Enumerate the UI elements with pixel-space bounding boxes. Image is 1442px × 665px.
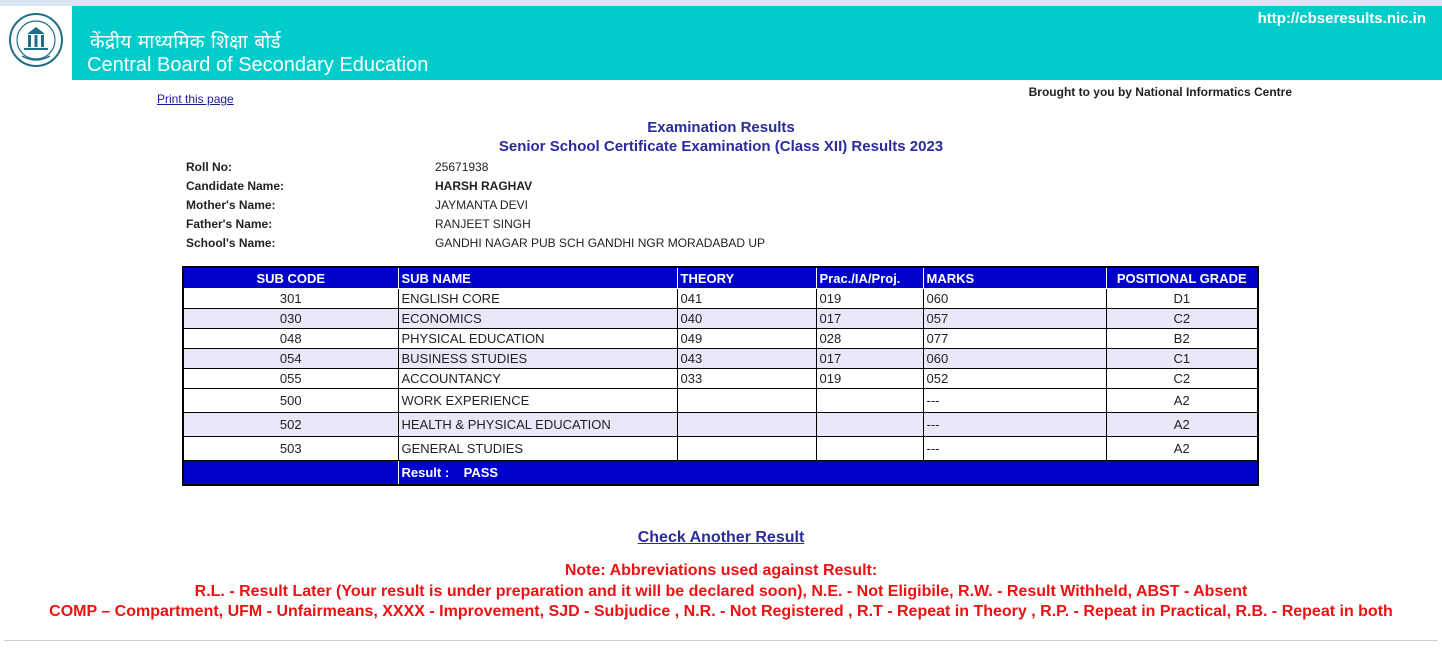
result-row [183,461,1258,486]
sub-name: ECONOMICS [398,309,677,329]
marks: 060 [923,289,1106,309]
roll-no-value: 25671938 [435,160,489,174]
table-row [183,289,1258,309]
marks: 052 [923,369,1106,389]
result-cell [398,461,1258,486]
school-name-label: School's Name: [186,236,276,250]
practical: 019 [816,369,923,389]
grade: A2 [1106,413,1258,437]
print-page-link[interactable]: Print this page [157,92,234,106]
sub-code: 030 [183,309,398,329]
marks: 060 [923,349,1106,369]
marks: --- [923,389,1106,413]
candidate-name-label: Candidate Name: [186,179,285,193]
sub-name: HEALTH & PHYSICAL EDUCATION [398,413,677,437]
sub-name: GENERAL STUDIES [398,437,677,461]
bottom-divider [4,640,1438,641]
marks: 077 [923,329,1106,349]
table-row [183,413,1258,437]
theory: 049 [677,329,816,349]
grade: A2 [1106,437,1258,461]
practical: 019 [816,289,923,309]
hindi-title: केंद्रीय माध्यमिक शिक्षा बोर्ड [90,31,281,53]
result-value: PASS [463,465,499,480]
table-row [183,349,1258,369]
sub-code: 502 [183,413,398,437]
note-line-1: R.L. - Result Later (Your result is under preparation and it will be declared soon), N.E. - Not Eligibile, R.W. - Result Withheld, ABST - Absent [194,583,1248,600]
sub-code: 054 [183,349,398,369]
theory: 033 [677,369,816,389]
marks: 057 [923,309,1106,329]
logo-cell [0,6,72,80]
grade: C2 [1106,309,1258,329]
sub-code: 500 [183,389,398,413]
practical [816,413,923,437]
table-row [183,389,1258,413]
site-header [0,6,1442,80]
theory: 041 [677,289,816,309]
mother-name-label: Mother's Name: [186,198,276,212]
grade: D1 [1106,289,1258,309]
result-label: Result : [401,465,450,480]
marks-table [182,266,1259,486]
col-sub-code: SUB CODE [183,267,398,289]
grade: B2 [1106,329,1258,349]
father-name-value: RANJEET SINGH [435,217,531,231]
grade: A2 [1106,389,1258,413]
grade: C1 [1106,349,1258,369]
brought-by-text: Brought to you by National Informatics Centre [1028,85,1292,99]
practical: 028 [816,329,923,349]
candidate-name-value: HARSH RAGHAV [435,179,533,193]
sub-code: 048 [183,329,398,349]
theory [677,437,816,461]
table-row [183,309,1258,329]
sub-code: 055 [183,369,398,389]
marks: --- [923,437,1106,461]
cbse-emblem-icon [8,12,64,68]
practical [816,389,923,413]
table-row [183,329,1258,349]
table-row [183,369,1258,389]
father-name-label: Father's Name: [186,217,273,231]
marks: --- [923,413,1106,437]
col-grade: POSITIONAL GRADE [1106,267,1258,289]
sub-name: BUSINESS STUDIES [398,349,677,369]
check-another-result-link[interactable]: Check Another Result [637,529,805,546]
header-band [72,6,1442,80]
school-name-value: GANDHI NAGAR PUB SCH GANDHI NGR MORADABAD UP [435,236,766,250]
sub-name: ENGLISH CORE [398,289,677,309]
sub-code: 503 [183,437,398,461]
theory [677,413,816,437]
col-sub-name: SUB NAME [398,267,677,289]
site-url: http://cbseresults.nic.in [1257,10,1426,27]
practical: 017 [816,349,923,369]
roll-no-label: Roll No: [186,160,232,174]
sub-name: ACCOUNTANCY [398,369,677,389]
theory [677,389,816,413]
english-title: Central Board of Secondary Education [87,54,429,76]
note-line-2: COMP – Compartment, UFM - Unfairmeans, XXXX - Improvement, SJD - Subjudice , N.R. - Not Registered , R.T - Repeat in Theory , R.P. - Repeat in Practical, R.B. - Repeat in both [49,603,1393,620]
check-another-wrapper [0,529,1442,547]
theory: 043 [677,349,816,369]
col-marks: MARKS [923,267,1106,289]
exam-title: Examination Results [647,119,795,136]
practical: 017 [816,309,923,329]
note-title: Note: Abbreviations used against Result: [564,562,878,579]
practical [816,437,923,461]
sub-name: PHYSICAL EDUCATION [398,329,677,349]
col-practical: Prac./IA/Proj. [816,267,923,289]
mother-name-value: JAYMANTA DEVI [435,198,528,212]
sub-name: WORK EXPERIENCE [398,389,677,413]
theory: 040 [677,309,816,329]
col-theory: THEORY [677,267,816,289]
result-spacer [183,461,398,486]
sub-code: 301 [183,289,398,309]
table-row [183,437,1258,461]
exam-subtitle: Senior School Certificate Examination (Class XII) Results 2023 [498,138,944,155]
table-header-row [183,267,1258,289]
grade: C2 [1106,369,1258,389]
